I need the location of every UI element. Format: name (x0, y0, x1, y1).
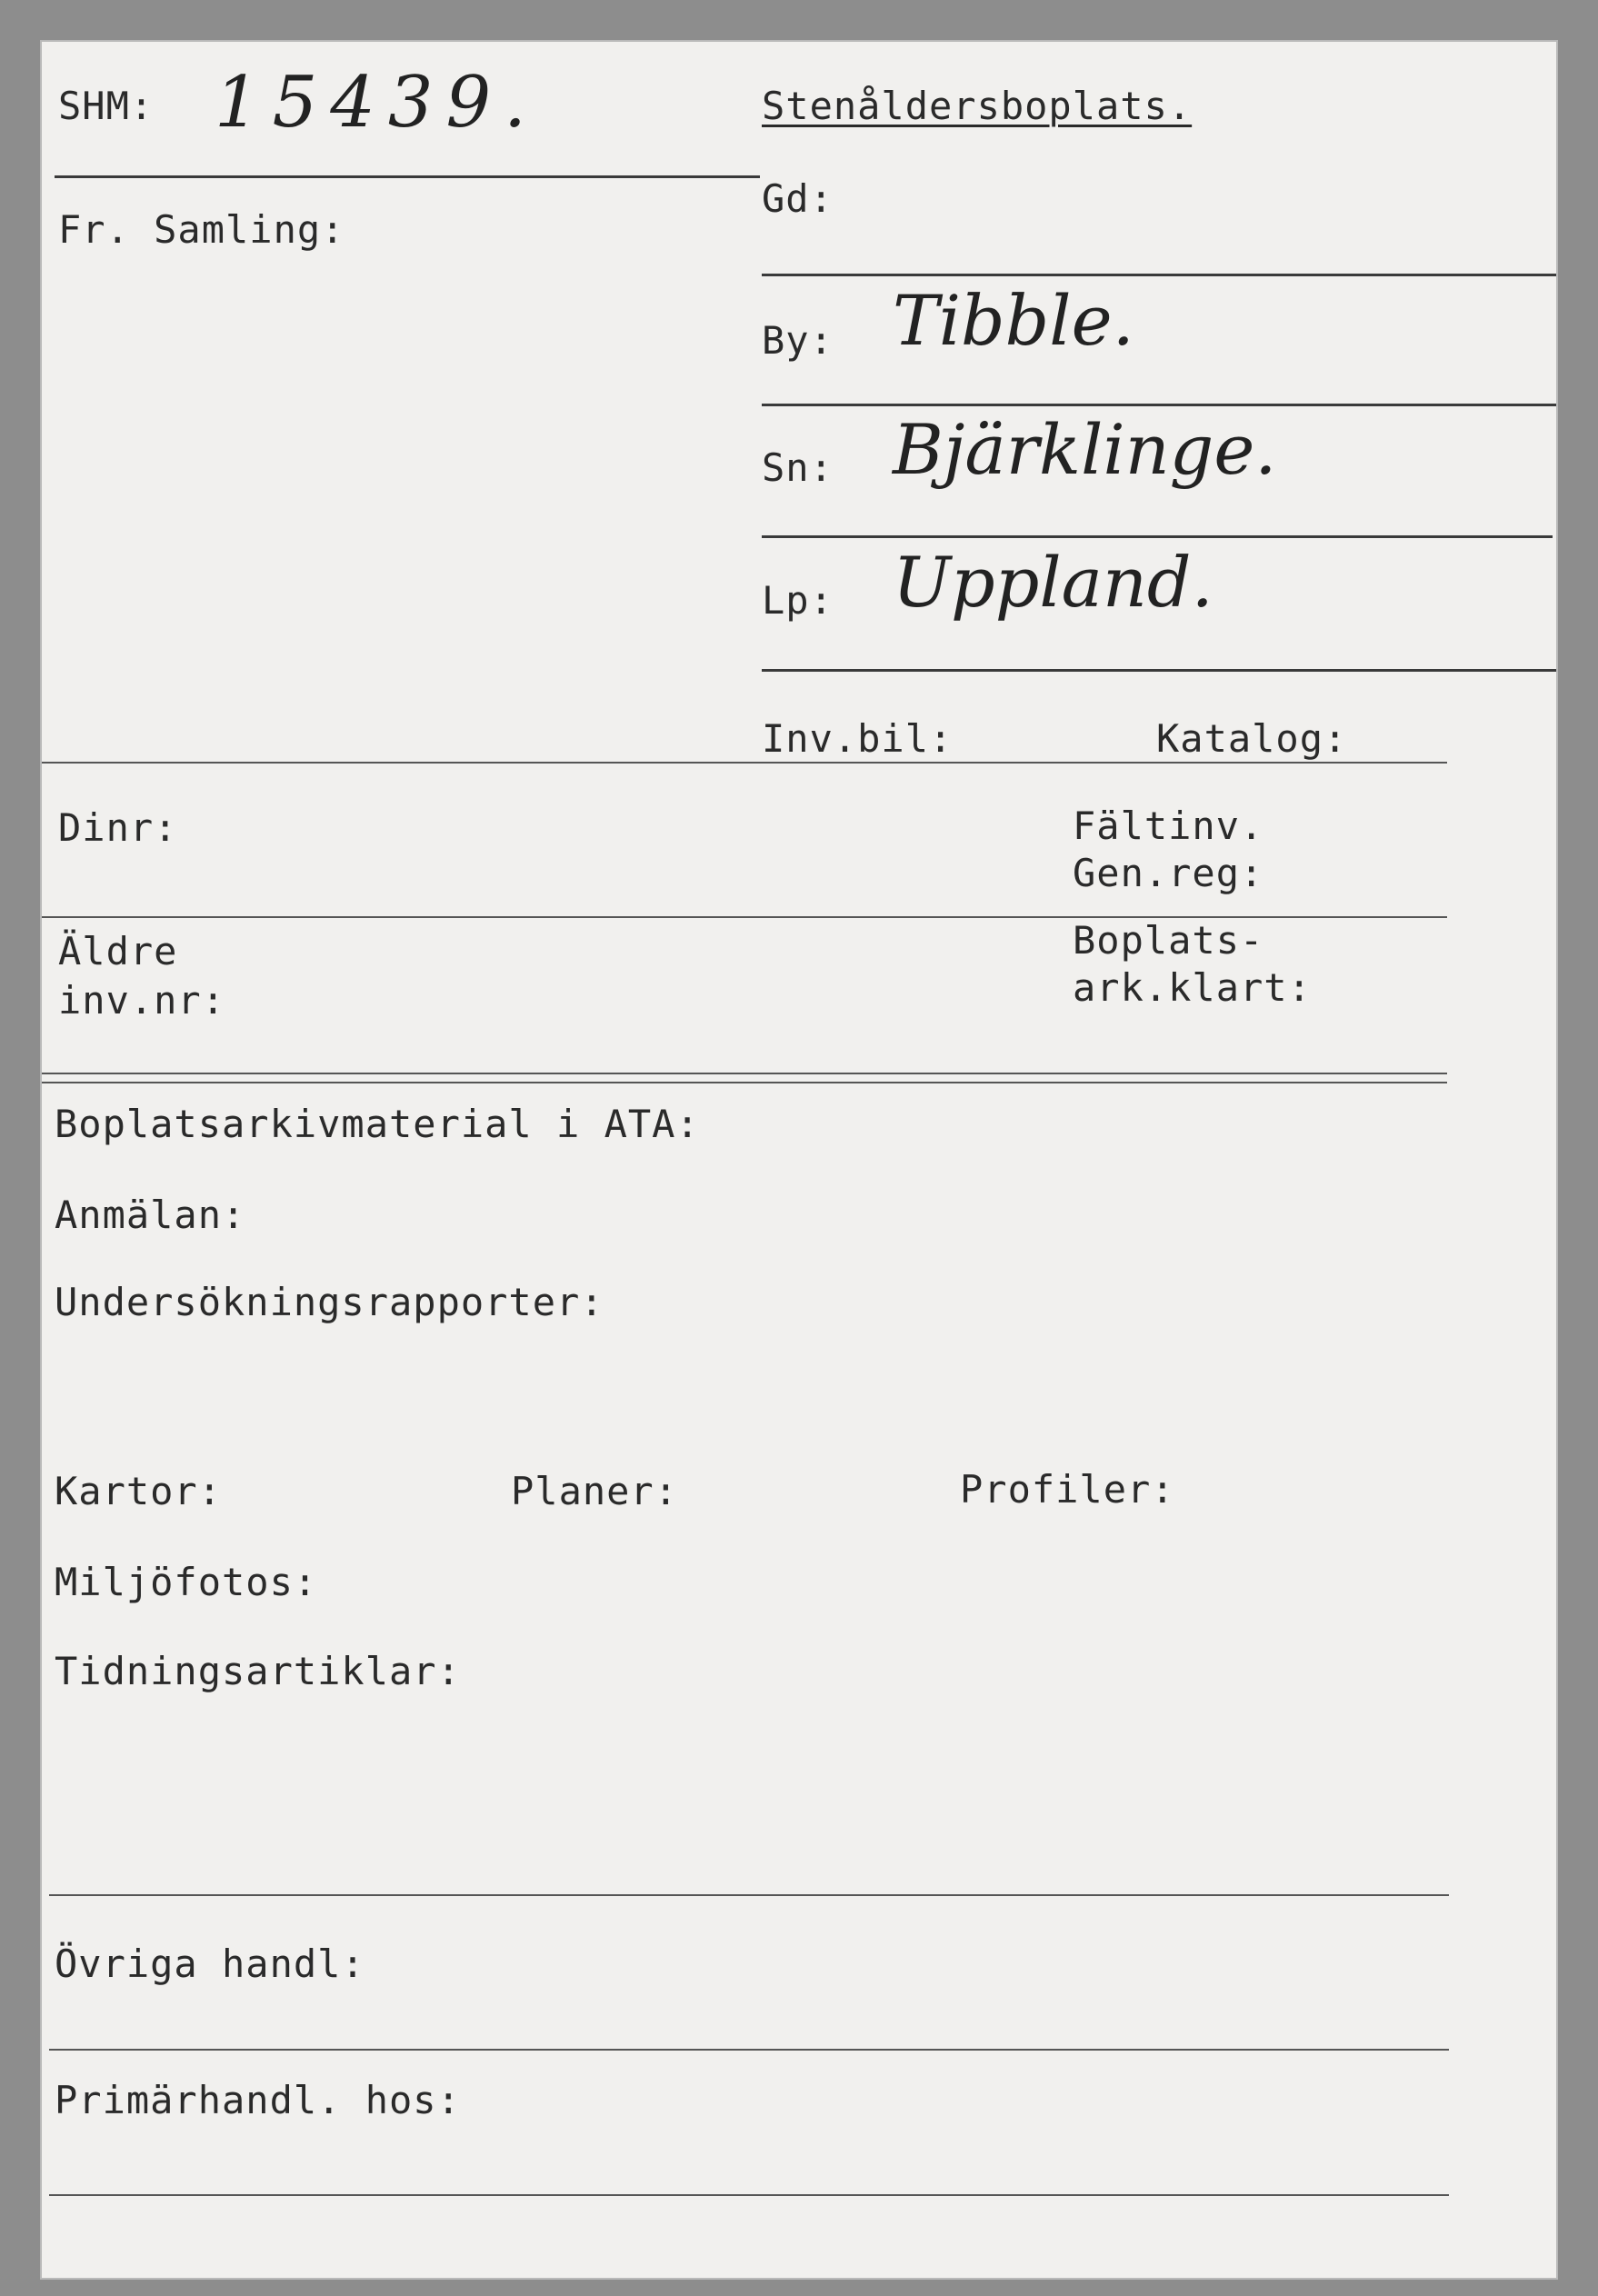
lp-label: Lp: (762, 578, 834, 623)
profiler-label: Profiler: (960, 1467, 1175, 1512)
section-divider-5 (49, 2194, 1449, 2196)
section-divider-4 (49, 2049, 1449, 2051)
boplatsarkiv-label: Boplatsarkivmaterial i ATA: (55, 1102, 700, 1146)
invnr-label: inv.nr: (58, 978, 226, 1023)
section-divider-3 (49, 1894, 1449, 1896)
shm-label: SHM: (58, 84, 155, 128)
index-card (42, 42, 1556, 2278)
by-value: Tibble. (893, 280, 1134, 361)
kartor-label: Kartor: (55, 1469, 223, 1513)
anmalan-label: Anmälan: (55, 1193, 246, 1237)
gd-divider (762, 274, 1556, 276)
inv-bil-label: Inv.bil: (762, 716, 954, 761)
gd-label: Gd: (762, 176, 834, 221)
shm-number: 15439. (215, 62, 539, 144)
by-label: By: (762, 318, 834, 363)
lp-value: Uppland. (893, 542, 1213, 623)
dinr-label: Dinr: (58, 805, 178, 850)
primarhandl-label: Primärhandl. hos: (55, 2078, 461, 2122)
undersokningsrapporter-label: Undersökningsrapporter: (55, 1280, 604, 1324)
section-divider-1 (42, 762, 1447, 764)
aldre-label: Äldre (58, 929, 178, 973)
genreg-label: Gen.reg: (1073, 851, 1264, 895)
tidningsartiklar-label: Tidningsartiklar: (55, 1649, 461, 1693)
lp-divider (762, 669, 1556, 672)
faltinv-label: Fältinv. (1073, 804, 1264, 848)
arkklart-label: ark.klart: (1073, 965, 1312, 1010)
boplats-label: Boplats- (1073, 918, 1264, 963)
katalog-label: Katalog: (1156, 716, 1348, 761)
double-divider-bottom (42, 1082, 1447, 1083)
by-divider (762, 404, 1556, 406)
shm-divider (55, 175, 760, 178)
sn-value: Bjärklinge. (893, 409, 1277, 490)
ovriga-handl-label: Övriga handl: (55, 1942, 365, 1986)
site-type-title: Stenåldersboplats. (762, 84, 1193, 128)
sn-divider (762, 535, 1553, 538)
sn-label: Sn: (762, 445, 834, 490)
miljofotos-label: Miljöfotos: (55, 1560, 318, 1604)
planer-label: Planer: (511, 1469, 679, 1513)
double-divider-top (42, 1073, 1447, 1074)
fr-samling-label: Fr. Samling: (58, 207, 345, 252)
